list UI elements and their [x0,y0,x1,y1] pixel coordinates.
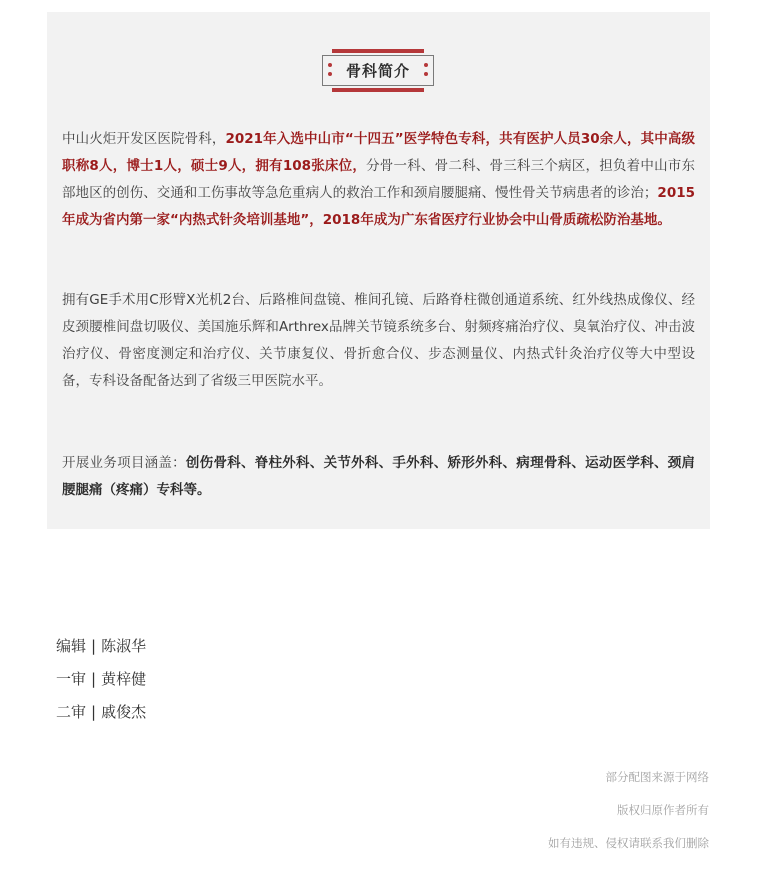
copyright-note: 版权归原作者所有 [617,803,709,817]
credit-editor [56,635,146,656]
dot-icon [424,63,428,67]
title-bar-top [332,49,424,53]
credit-name: 陈淑华 [101,637,147,655]
credit-name: 黄梓健 [101,670,147,688]
credit-separator: | [91,703,97,721]
credit-separator: | [91,670,97,688]
services-label: 开展业务项目涵盖： [62,455,186,471]
equipment-paragraph: 拥有GE手术用C形臂X光机2台、后路椎间盘镜、椎间孔镜、后路脊柱微创通道系统、红外线热成像仪、经皮颈腰椎间盘切吸仪、美国施乐辉和Arthrex品牌关节镜系统多台、射频疼痛治疗仪、臭氧治疗仪、冲击波治疗仪、骨密度测定和治疗仪、关节康复仪、骨折愈合仪、步态测量仪、内热式针灸治疗仪等大中型设备，专科设备配备达到了省级三甲医院水平。 [62,292,695,389]
credit-name: 戚俊杰 [101,703,147,721]
credit-role: 一审 [56,670,87,688]
title-box [322,55,434,86]
dot-icon [424,72,428,76]
highlight-text: 2015年成为省内第一家“内热式针灸培训基地”，2018年成为广东省医疗行业协会中山骨质疏松防治基地。 [62,185,695,228]
services-list: 创伤骨科、脊柱外科、关节外科、手外科、矫形外科、病理骨科、运动医学科、颈肩腰腿痛（疼痛）专科等。 [62,455,696,498]
credit-second-review [56,701,146,722]
credit-role: 二审 [56,703,87,721]
dot-icon [328,72,332,76]
intro-text: 分骨一科、骨二科、骨三科三个病区，担负着中山市东部地区的创伤、交通和工伤事故等急危重病人的救治工作和颈肩腰腿痛、慢性骨关节病患者的诊治； [62,158,696,201]
image-source-note: 部分配图来源于网络 [605,770,709,784]
infringement-note: 如有违规、侵权请联系我们删除 [548,836,709,850]
section-title-badge [322,49,434,92]
credit-separator: | [91,637,97,655]
intro-paragraph-1 [62,126,695,234]
title-bar-bottom [332,88,424,92]
highlight-text: 2021年入选中山市“十四五”医学特色专科，共有医护人员30余人，其中高级职称8人，博士1人，硕士9人，拥有108张床位， [62,131,696,174]
section-title: 骨科简介 [345,62,410,80]
credit-first-review [56,668,146,689]
dot-icon [328,63,332,67]
services-paragraph [62,450,695,504]
credit-role: 编辑 [56,637,87,655]
intro-text: 中山火炬开发区医院骨科， [62,131,226,147]
